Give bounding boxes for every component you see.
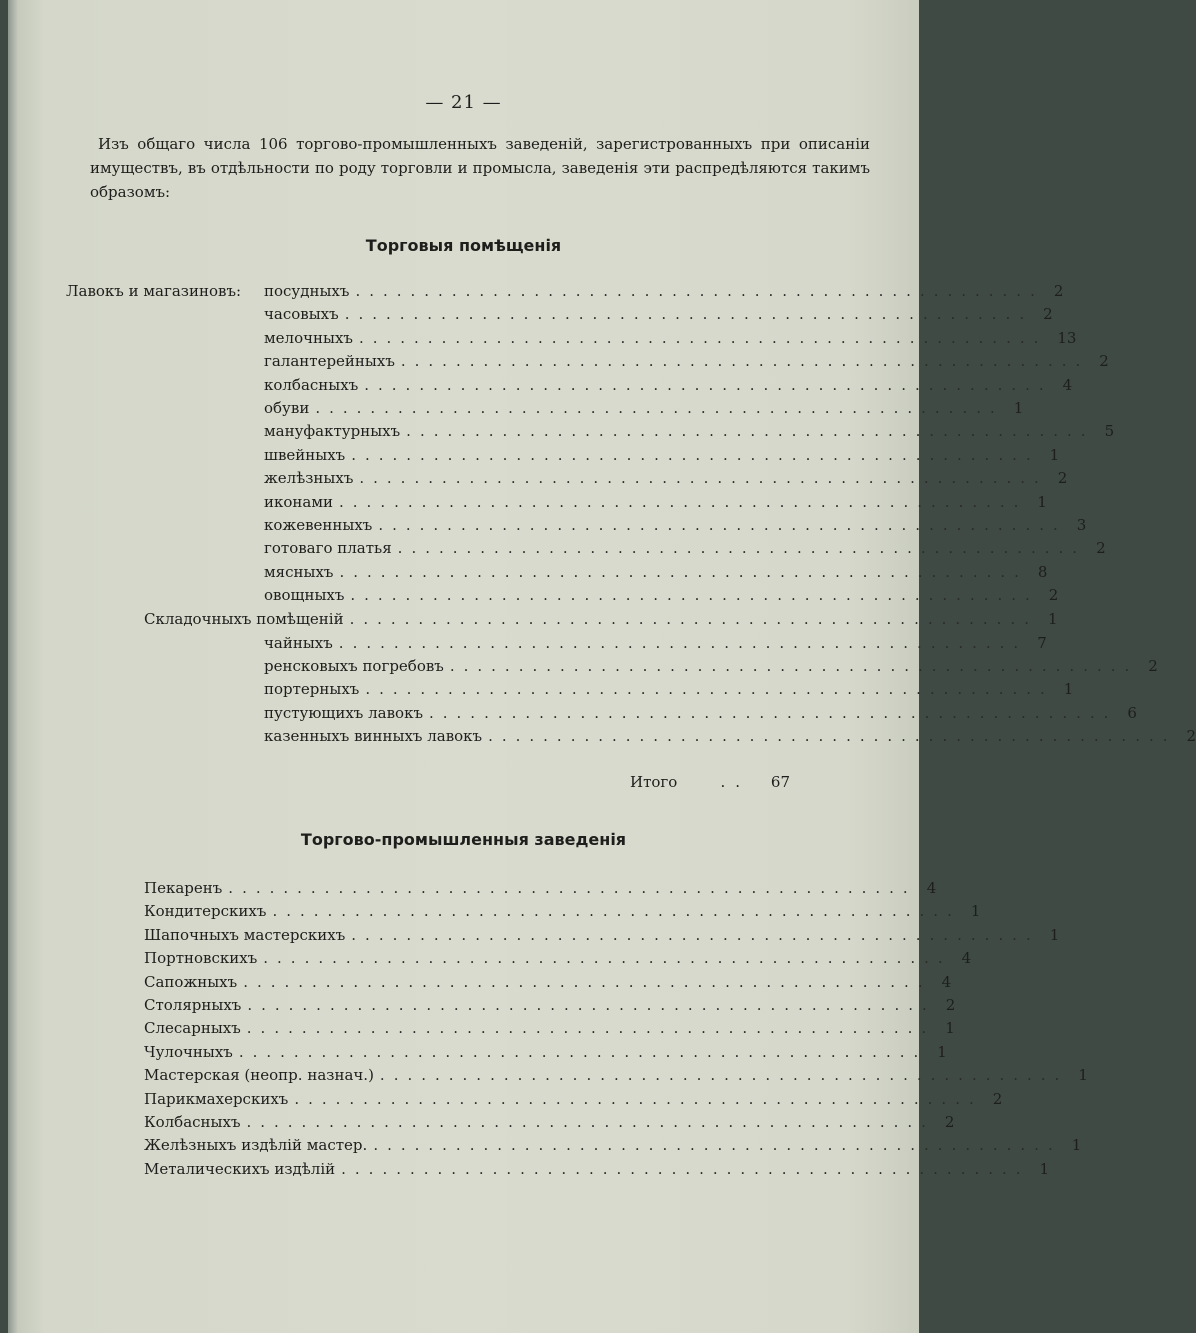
row-value: 7: [1037, 634, 1047, 652]
table-row: [144, 970, 952, 994]
row-value: 1: [970, 902, 981, 921]
row-value: 4: [926, 879, 937, 897]
table-row: [144, 1110, 955, 1134]
row-value: 1: [1037, 492, 1047, 511]
row-label: Чулочныхъ: [144, 1042, 233, 1061]
leader-dots: ..................................................: [228, 879, 917, 897]
row-label: Парикмахерскихъ: [144, 1089, 289, 1108]
leader-dots: ..................................................: [263, 949, 952, 968]
row-label: ренсковыхъ погребовъ: [264, 657, 444, 676]
row-label: галантерейныхъ: [264, 352, 395, 371]
row-label: Складочныхъ помѣщеній: [144, 610, 344, 628]
row-label: Пекаренъ: [144, 879, 223, 897]
leader-dots: ..................................................: [355, 282, 1044, 300]
table-row: [264, 443, 1060, 467]
row-value: 2: [1043, 305, 1053, 324]
table-row: [264, 654, 1158, 678]
total-label: Итого: [630, 773, 678, 791]
table-row: [144, 876, 937, 900]
page-number: — 21 —: [425, 92, 502, 113]
total-value: 67: [770, 773, 790, 791]
row-label: чайныхъ: [264, 634, 333, 652]
document-page: [8, 0, 1196, 1333]
leader-dots: ..................................................: [379, 1066, 1069, 1085]
table-row: [144, 1157, 1050, 1181]
table-row: [264, 701, 1137, 725]
leader-dots: ..................................................: [339, 492, 1028, 511]
row-value: 2: [1186, 726, 1196, 745]
row-label: иконами: [264, 492, 334, 511]
leader-dots: ..................................................: [378, 516, 1067, 534]
row-label: желѣзныхъ: [264, 469, 354, 488]
row-label: Кондитерскихъ: [144, 902, 267, 921]
leader-dots: ..................................................: [339, 562, 1028, 581]
row-value: 1: [1013, 399, 1024, 417]
table-row: [264, 419, 1115, 443]
section-heading-trade-premises: Торговыя помѣщенія: [365, 236, 562, 255]
table-row: [264, 349, 1109, 373]
row-value: 2: [992, 1089, 1003, 1108]
leader-dots: ..................................................: [429, 703, 1118, 722]
table-row: [144, 1016, 955, 1040]
row-value: 3: [1076, 516, 1087, 534]
row-value: 2: [1057, 469, 1068, 488]
table-row: [144, 1040, 947, 1064]
leader-dots: ..................................................: [373, 1136, 1062, 1155]
table-row: [264, 326, 1077, 350]
leader-dots: ..................................................: [351, 445, 1040, 464]
row-value: 6: [1127, 703, 1137, 722]
leader-dots: ..................................................: [449, 657, 1139, 676]
leader-dots: ..: [720, 773, 750, 791]
total-row: [630, 770, 790, 794]
row-value: 2: [1148, 657, 1158, 676]
row-value: 2: [945, 996, 956, 1014]
row-label: мелочныхъ: [264, 328, 353, 347]
row-value: 2: [944, 1113, 955, 1131]
table-row: [264, 490, 1047, 514]
table-row: [144, 1133, 1082, 1157]
row-value: 2: [1053, 282, 1064, 300]
table-row: [264, 513, 1087, 537]
leader-dots: ..................................................: [406, 422, 1095, 441]
leader-dots: ..................................................: [488, 726, 1177, 745]
row-value: 1: [1078, 1066, 1088, 1085]
row-label: Желѣзныхъ издѣлій мастер.: [144, 1136, 368, 1155]
leader-dots: ..................................................: [351, 925, 1040, 944]
leader-dots: ..................................................: [400, 352, 1090, 371]
warehouse-row: [144, 607, 1058, 631]
table-row: [264, 536, 1106, 560]
row-label: посудныхъ: [264, 282, 350, 300]
row-value: 1: [1049, 925, 1060, 944]
row-label: Портновскихъ: [144, 949, 258, 968]
row-value: 1: [1049, 445, 1060, 464]
table-row: [144, 923, 1060, 947]
table-row: [264, 583, 1059, 607]
row-label: Слесарныхъ: [144, 1019, 241, 1038]
leader-dots: ..................................................: [341, 1159, 1030, 1178]
row-value: 13: [1057, 328, 1077, 347]
table-row: [264, 279, 1064, 303]
row-label: часовыхъ: [264, 305, 339, 324]
row-value: 1: [1063, 680, 1074, 699]
section-heading-establishments: Торгово-промышленныя заведенія: [300, 830, 627, 849]
row-value: 1: [937, 1042, 947, 1061]
row-label: Столярныхъ: [144, 996, 242, 1014]
row-value: 4: [1062, 375, 1073, 394]
table-row: [264, 302, 1053, 326]
leader-dots: ..................................................: [344, 305, 1034, 324]
row-label: кожевенныхъ: [264, 516, 373, 534]
table-row: [144, 1063, 1088, 1087]
leader-dots: ..................................................: [350, 586, 1039, 605]
leader-dots: ..................................................: [238, 1042, 928, 1061]
row-value: 2: [1048, 586, 1059, 605]
table-row: [144, 1087, 1003, 1111]
row-label: готоваго платья: [264, 539, 392, 558]
table-row: [264, 677, 1074, 701]
row-value: 1: [945, 1019, 955, 1038]
row-label: овощныхъ: [264, 586, 345, 605]
leader-dots: ..................................................: [315, 399, 1004, 417]
leader-dots: ..................................................: [349, 610, 1038, 628]
table-row: [144, 899, 981, 923]
table-row: [264, 631, 1047, 655]
row-label: мясныхъ: [264, 562, 334, 581]
table-row: [264, 724, 1196, 748]
leader-dots: ..................................................: [246, 1113, 935, 1131]
intro-paragraph: Изъ общаго числа 106 торгово-промышленныхъ заведеній, зарегистрованныхъ при описаніи имуществъ, въ отдѣльности по роду торговли и промысла, заведенія эти распредѣляются такимъ образомъ:: [90, 135, 870, 201]
row-value: 2: [1099, 352, 1109, 371]
row-label: швейныхъ: [264, 445, 346, 464]
leader-dots: ..................................................: [364, 375, 1053, 394]
row-label: обуви: [264, 399, 310, 417]
row-label: пустующихъ лавокъ: [264, 703, 423, 722]
page-spine-shadow: [8, 0, 18, 1333]
row-label: Колбасныхъ: [144, 1113, 241, 1131]
row-value: 4: [961, 949, 972, 968]
leader-dots: ..................................................: [247, 996, 936, 1014]
category-label-shops: Лавокъ и магазиновъ:: [66, 282, 242, 300]
table-row: [144, 993, 956, 1017]
table-row: [264, 560, 1048, 584]
row-value: 1: [1039, 1159, 1050, 1178]
table-row: [264, 396, 1024, 420]
leader-dots: ..................................................: [272, 902, 961, 921]
row-value: 1: [1071, 1136, 1082, 1155]
row-value: 5: [1104, 422, 1115, 441]
leader-dots: ..................................................: [246, 1019, 936, 1038]
row-value: 2: [1096, 539, 1106, 558]
table-row: [144, 946, 972, 970]
leader-dots: ..................................................: [359, 469, 1048, 488]
row-label: колбасныхъ: [264, 375, 359, 394]
leader-dots: ..................................................: [294, 1089, 983, 1108]
leader-dots: ..................................................: [338, 634, 1028, 652]
row-label: мануфактурныхъ: [264, 422, 401, 441]
leader-dots: ..................................................: [358, 328, 1048, 347]
table-row: [264, 466, 1068, 490]
leader-dots: ..................................................: [397, 539, 1087, 558]
table-row: [264, 373, 1073, 397]
row-label: Металическихъ издѣлій: [144, 1159, 336, 1178]
row-label: Мастерская (неопр. назнач.): [144, 1066, 374, 1085]
row-value: 1: [1047, 610, 1058, 628]
row-label: Сапожныхъ: [144, 972, 238, 991]
row-value: 4: [941, 972, 952, 991]
row-label: Шапочныхъ мастерскихъ: [144, 925, 346, 944]
row-label: казенныхъ винныхъ лавокъ: [264, 726, 483, 745]
leader-dots: ..................................................: [243, 972, 932, 991]
row-value: 8: [1037, 562, 1048, 581]
leader-dots: ..................................................: [365, 680, 1054, 699]
row-label: портерныхъ: [264, 680, 360, 699]
